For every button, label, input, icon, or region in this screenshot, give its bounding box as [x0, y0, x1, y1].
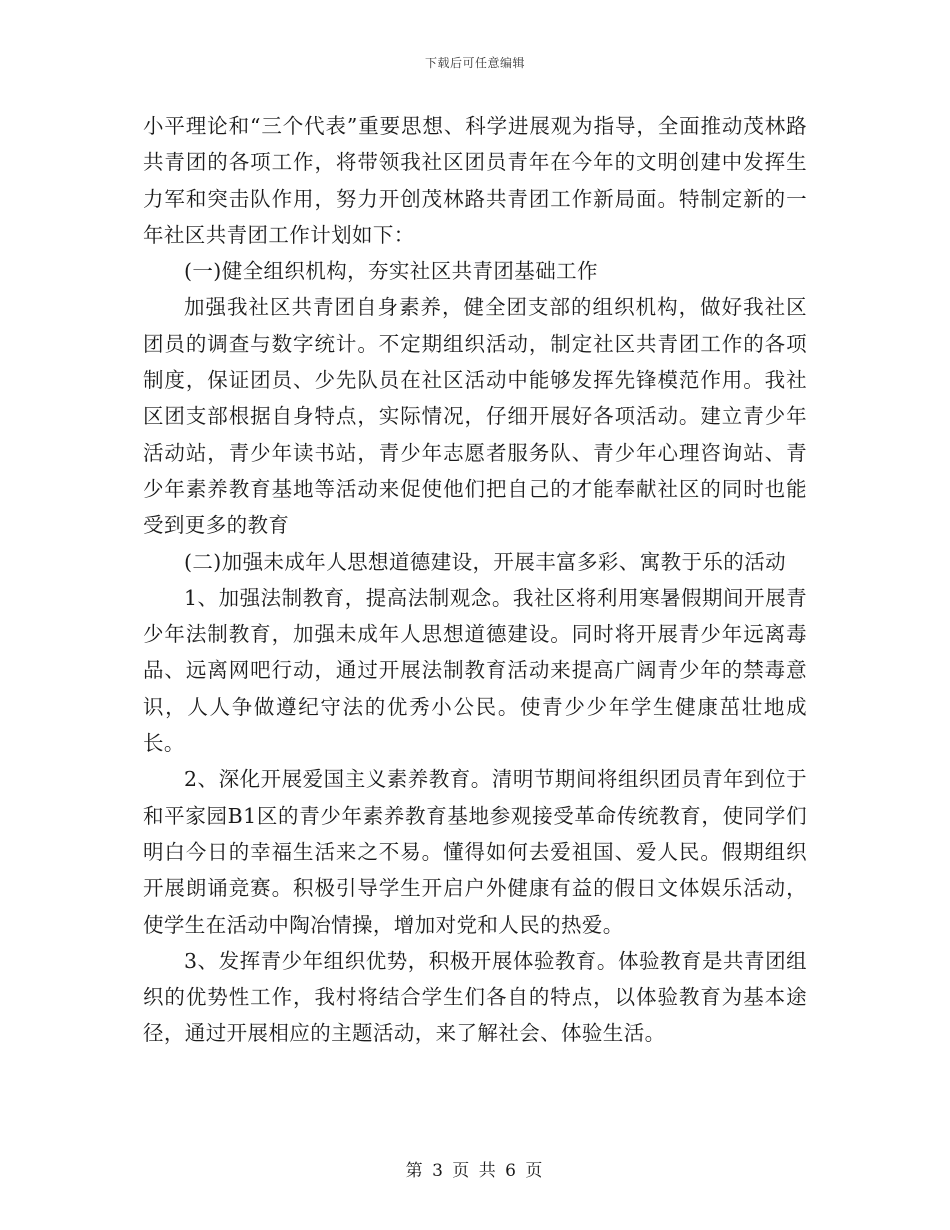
- paragraph-organization: 加强我社区共青团自身素养，健全团支部的组织机构，做好我社区团员的调查与数字统计。不定期组织活动，制定社区共青团工作的各项制度，保证团员、少先队员在社区活动中能够发挥先锋模范作用。我社区团支部根据自身特点，实际情况，仔细开展好各项活动。建立青少年活动站，青少年读书站，青少年志愿者服务队、青少年心理咨询站、青少年素养教育基地等活动来促使他们把自己的才能奉献社区的同时也能受到更多的教育: [143, 295, 807, 538]
- page-number: 第 3 页 共 6 页: [405, 1161, 545, 1181]
- paragraph-intro-continued: 小平理论和“三个代表”重要思想、科学进展观为指导，全面推动茂林路共青团的各项工作，将带领我社区团员青年在今年的文明创建中发挥生力军和突击队作用，努力开创茂林路共青团工作新局面。特制定新的一年社区共青团工作计划如下：: [143, 114, 807, 247]
- document-body: [143, 108, 807, 1052]
- section-heading-1: (一)健全组织机构，夯实社区共青团基础工作: [184, 259, 598, 284]
- paragraph-item-3: 3、发挥青少年组织优势，积极开展体验教育。体验教育是共青团组织的优势性工作，我村将结合学生们各自的特点，以体验教育为基本途径，通过开展相应的主题活动，来了解社会、体验生活。: [143, 948, 807, 1046]
- paragraph-item-1: 1、加强法制教育，提高法制观念。我社区将利用寒暑假期间开展青少年法制教育，加强未成年人思想道德建设。同时将开展青少年远离毒品、远离网吧行动，通过开展法制教育活动来提高广阔青少年的禁毒意识，人人争做遵纪守法的优秀小公民。使青少少年学生健康茁壮地成长。: [143, 585, 807, 756]
- page-header-note: 下载后可任意编辑: [424, 56, 525, 70]
- section-heading-2: (二)加强未成年人思想道德建设，开展丰富多彩、寓教于乐的活动: [184, 549, 786, 574]
- paragraph-item-2: 2、深化开展爱国主义素养教育。清明节期间将组织团员青年到位于和平家园B1区的青少年素养教育基地参观接受革命传统教育，使同学们明白今日的幸福生活来之不易。懂得如何去爱祖国、爱人民。假期组织开展朗诵竞赛。积极引导学生开启户外健康有益的假日文体娱乐活动，使学生在活动中陶冶情操，增加对党和人民的热爱。: [143, 767, 807, 937]
